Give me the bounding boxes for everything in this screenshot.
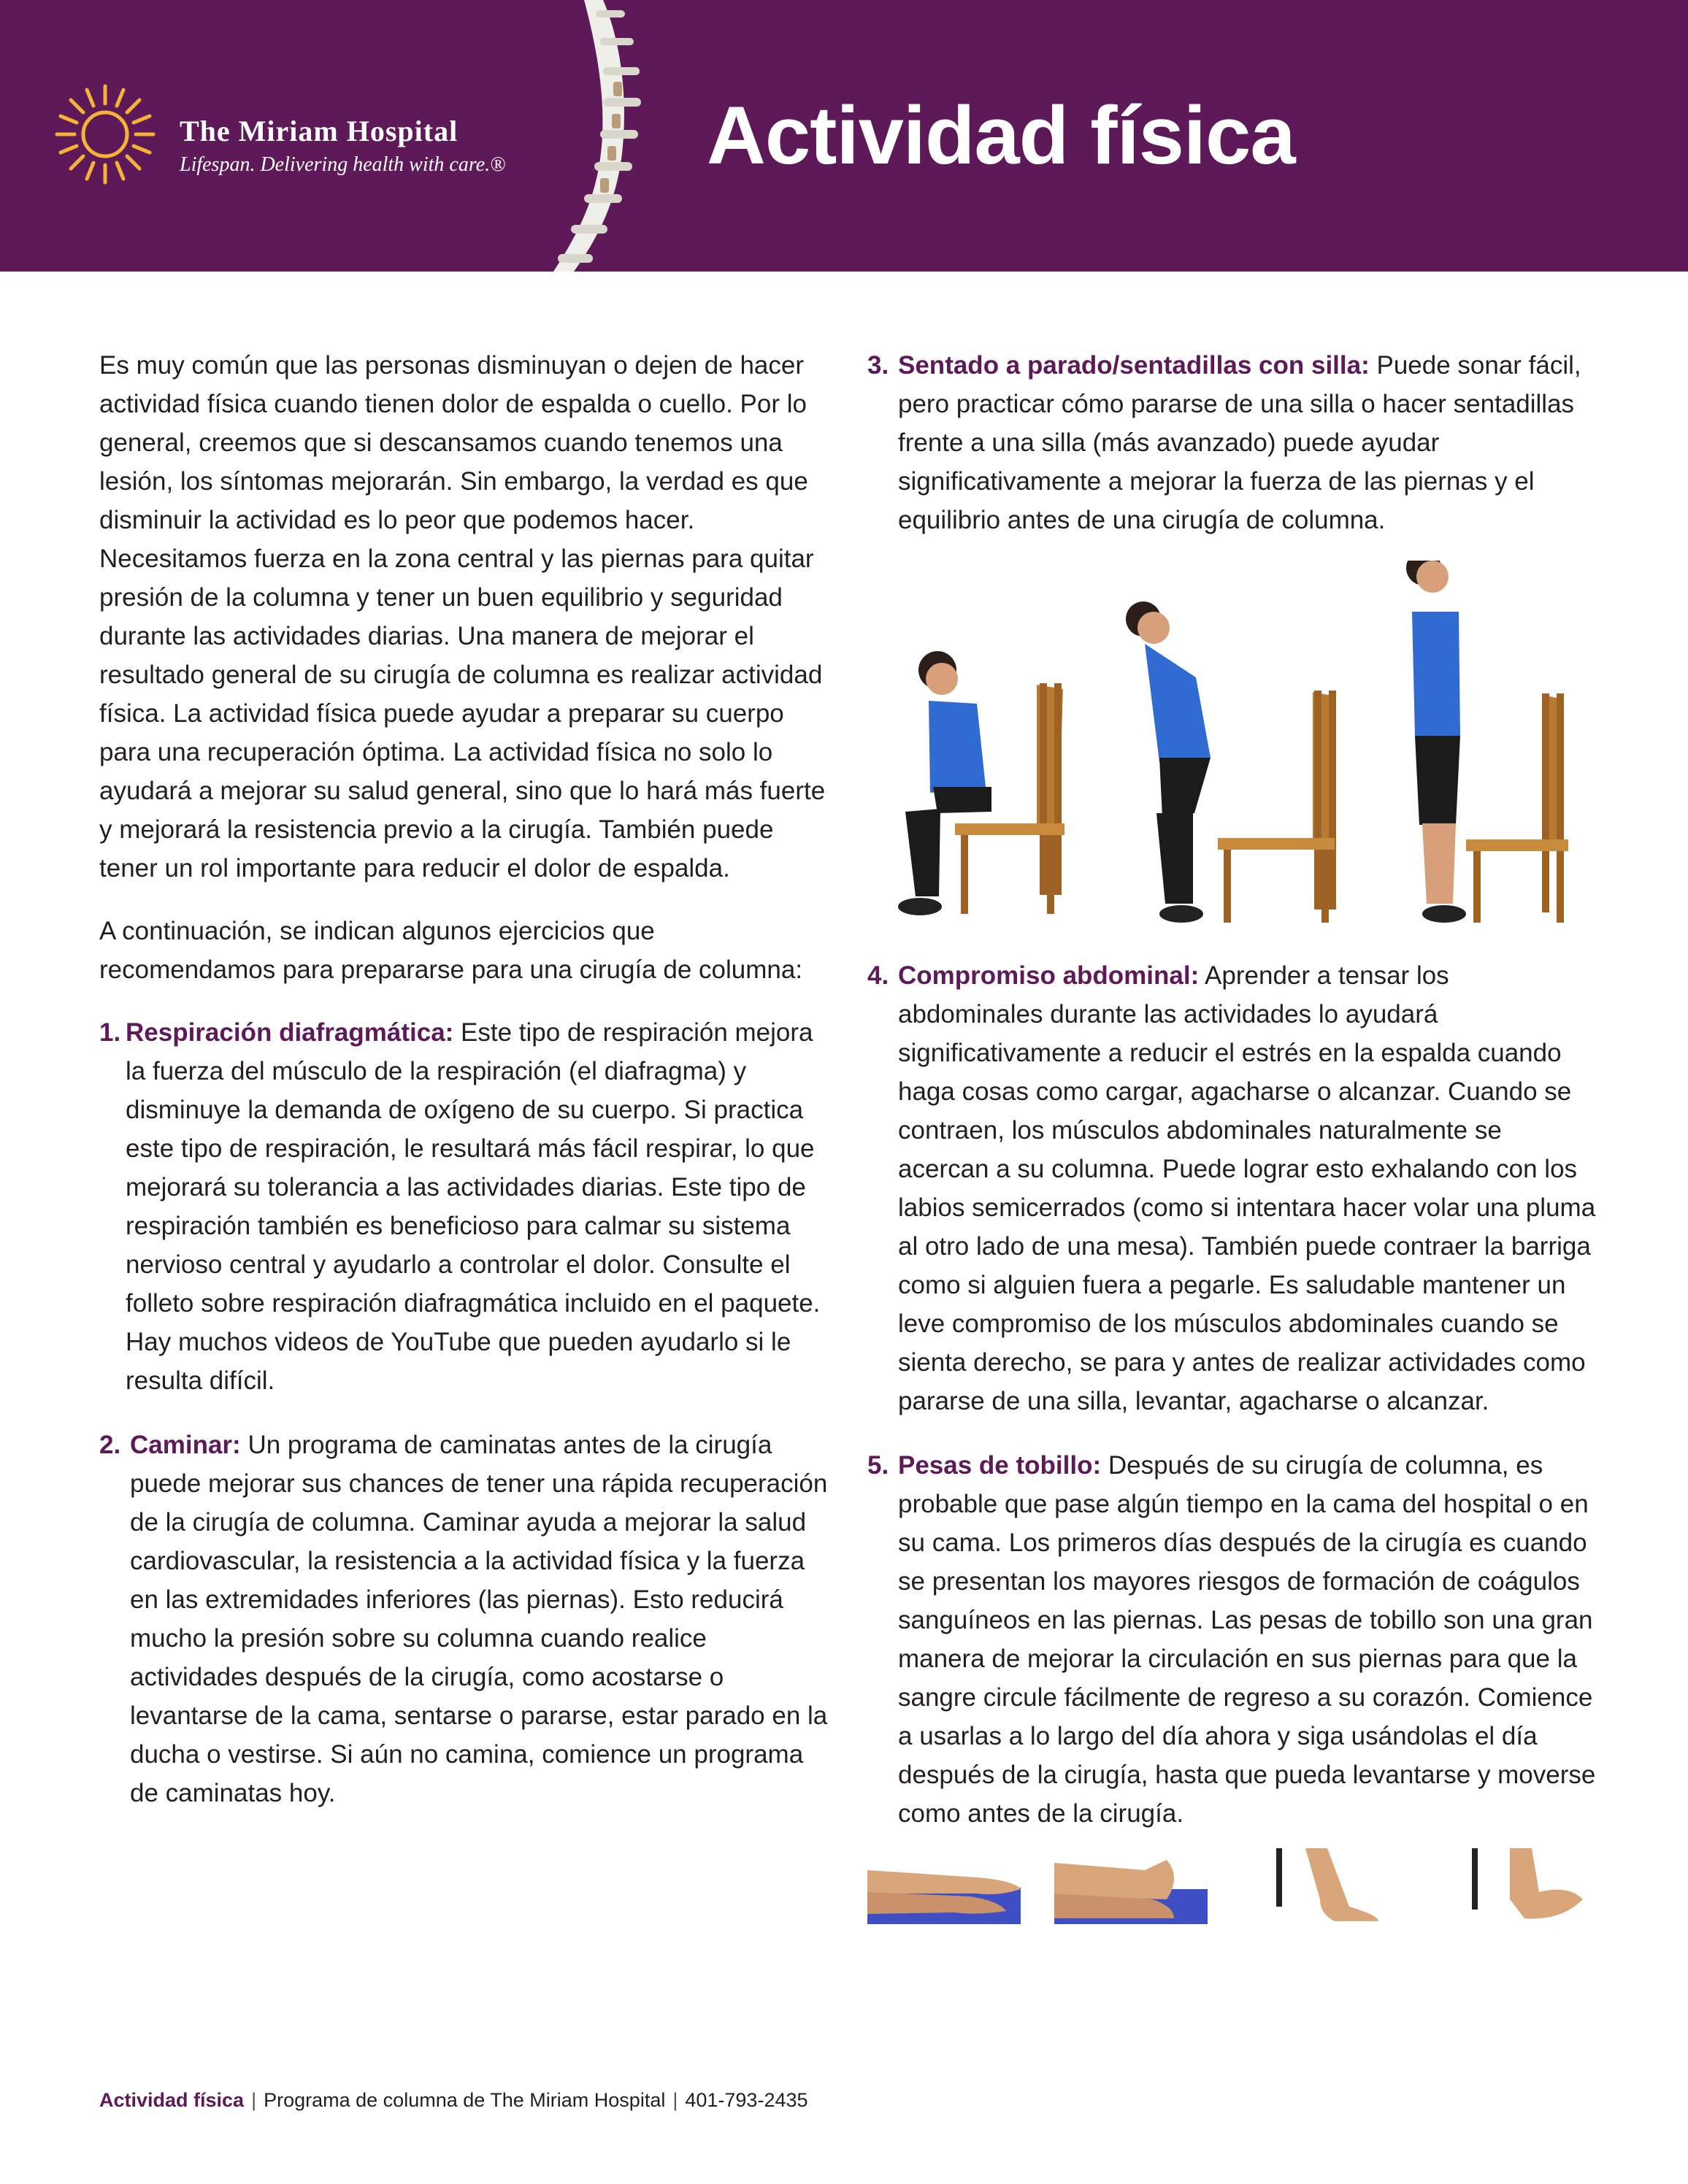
ankle-photo-4 — [1472, 1848, 1583, 1918]
footer-title: Actividad física — [99, 2089, 245, 2111]
exercise-text: Aprender a tensar los abdominales durante las actividades lo ayudará significativamente a reducir el estrés en la espalda cuando haga cosas como cargar, agacharse o alcanzar. Cuando se contraen, los músculos abdominales naturalmente se acercan a su columna. Puede lograr esto exhalando con los labios semicerrados (como si intentara hacer volar una pluma al otro lado de una mesa). También puede contraer la barriga como si alguien fuera a pegarle. Es saludable mantener un leve compromiso de los músculos abdominales cuando se sienta derecho, se para y antes de realizar actividades como pararse de una silla, levantar, agacharse o alcanzar. — [898, 961, 1596, 1415]
sit-to-stand-photo — [867, 561, 1597, 937]
ankle-weights-photo-strip — [867, 1848, 1597, 1924]
exercise-number: 4. — [867, 961, 889, 990]
footer-separator: | — [672, 2089, 678, 2111]
spine-illustration — [552, 0, 669, 272]
exercise-text: Un programa de caminatas antes de la cirugía puede mejorar sus chances de tener una rápida recuperación de la cirugía de columna. Caminar ayuda a mejorar la salud cardiovascular, la resistencia a la actividad física y la fuerza en las extremidades inferiores (las piernas). Esto reducirá mucho la presión sobre su columna cuando realice actividades después de la cirugía, como acostarse o levantarse de la cama, sentarse o pararse, estar parado en la ducha o vestirse. Si aún no camina, comience un programa de caminatas hoy. — [130, 1431, 828, 1807]
exercise-text: Este tipo de respiración mejora la fuerza del músculo de la respiración (el diafragma) y disminuye la demanda de oxígeno de su cuerpo. Si practica este tipo de respiración, le resultará más fácil respirar, lo que mejorará su tolerancia a las actividades diarias. Este tipo de respiración también es beneficioso para calmar su sistema nervioso central y ayudarlo a controlar el dolor. Consulte el folleto sobre respiración diafragmática incluido en el paquete. Hay muchos videos de YouTube que pueden ayudarlo si le resulta difícil. — [126, 1018, 821, 1395]
exercise-item-4 — [867, 956, 1597, 1420]
exercise-heading: Pesas de tobillo: — [898, 1451, 1102, 1480]
exercise-text: Puede sonar fácil, pero practicar cómo pararse de una silla o hacer sentadillas frente a una silla (más avanzado) puede ayudar significativamente a mejorar la fuerza de las piernas y el equilibrio antes de una cirugía de columna. — [898, 351, 1581, 534]
hospital-sun-logo-icon — [54, 83, 156, 185]
hospital-brand — [180, 117, 505, 175]
exercise-number: 1. — [99, 1018, 121, 1047]
intro-paragraph-2: A continuación, se indican algunos ejercicios que recomendamos para prepararse para una cirugía de columna: — [99, 917, 803, 984]
page-title: Actividad física — [707, 90, 1295, 181]
ankle-weights-illustration — [867, 1848, 1597, 1924]
exercise-heading: Respiración diafragmática: — [126, 1018, 454, 1047]
exercise-heading: Sentado a parado/sentadillas con silla: — [898, 351, 1370, 380]
intro-paragraph-1: Es muy común que las personas disminuyan o dejen de hacer actividad física cuando tienen dolor de espalda o cuello. Por lo general, creemos que si descansamos cuando tenemos una lesión, los síntomas mejorarán. Sin embargo, la verdad es que disminuir la actividad es lo peor que podemos hacer. Necesitamos fuerza en la zona central y las piernas para quitar presión de la columna y tener un buen equilibrio y seguridad durante las actividades diarias. Una manera de mejorar el resultado general de su cirugía de columna es realizar actividad física. La actividad física puede ayudar a preparar su cuerpo para una recuperación óptima. La actividad física no solo lo ayudará a mejorar su salud general, sino que lo hará más fuerte y mejorará la resistencia previo a la cirugía. También puede tener un rol importante para reducir el dolor de espalda. — [99, 351, 826, 883]
left-column — [99, 346, 829, 1838]
brand-tagline: Lifespan. Delivering health with care.® — [180, 153, 506, 176]
footer-separator: | — [251, 2089, 257, 2111]
exercise-item-5 — [867, 1446, 1597, 1833]
exercise-heading: Caminar: — [130, 1431, 241, 1459]
footer-phone: 401-793-2435 — [685, 2089, 808, 2111]
header-banner — [0, 0, 1688, 272]
exercise-number: 2. — [99, 1431, 121, 1459]
exercise-number: 5. — [867, 1451, 889, 1480]
ankle-photo-3 — [1276, 1848, 1378, 1921]
ankle-photo-1 — [867, 1870, 1021, 1924]
exercise-item-1 — [99, 1013, 829, 1400]
ankle-photo-2 — [1054, 1860, 1208, 1924]
footer-program: Programa de columna de The Miriam Hospital — [264, 2089, 666, 2111]
exercise-item-3 — [867, 346, 1597, 539]
footer — [99, 2089, 808, 2112]
exercise-number: 3. — [867, 351, 889, 380]
exercise-heading: Compromiso abdominal: — [898, 961, 1200, 990]
right-column — [867, 346, 1597, 1924]
brand-name: The Miriam Hospital — [180, 115, 459, 147]
exercise-text: Después de su cirugía de columna, es probable que pase algún tiempo en la cama del hospital o en su cama. Los primeros días después de la cirugía es cuando se presentan los mayores riesgos de formación de coágulos sanguíneos en las piernas. Las pesas de tobillo son una gran manera de mejorar la circulación en sus piernas para que la sangre circule fácilmente de regreso a su corazón. Comience a usarlas a lo largo del día ahora y siga usándolas el día después de la cirugía, hasta que pueda levantarse y moverse como antes de la cirugía. — [898, 1451, 1596, 1828]
exercise-item-2 — [99, 1426, 829, 1812]
sit-to-stand-illustration — [867, 561, 1597, 937]
